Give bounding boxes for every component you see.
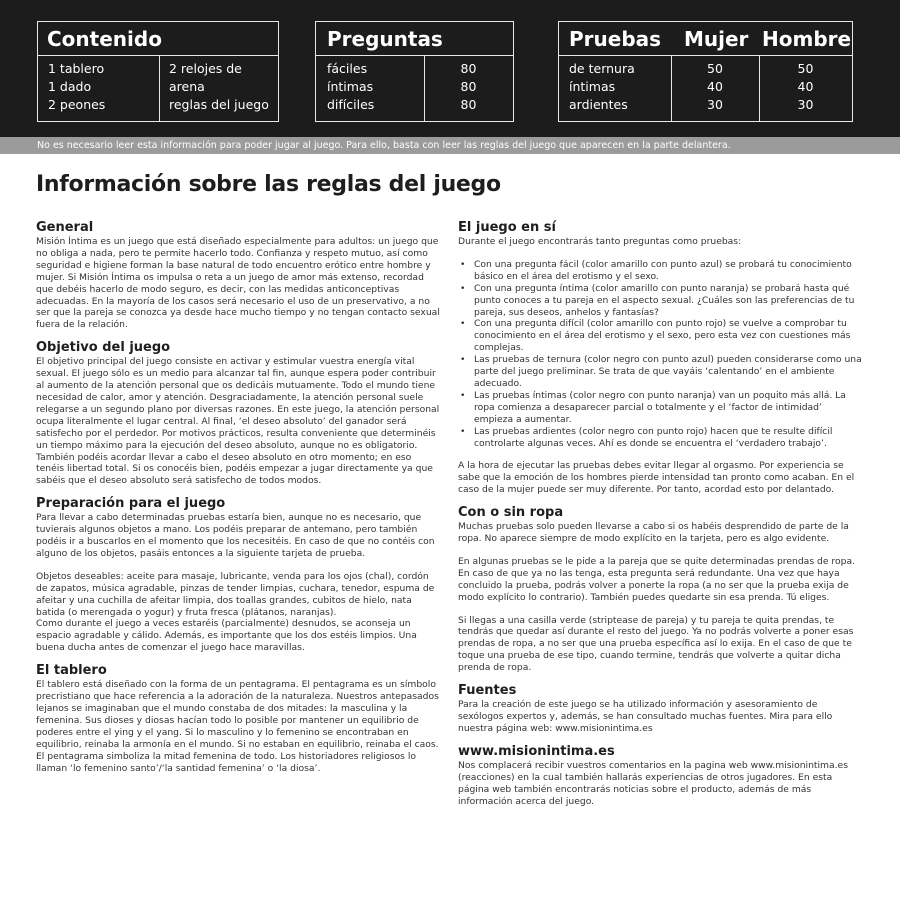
contenido-item: 2 relojes de arena	[169, 61, 242, 94]
prueba-mujer-value: 50	[707, 61, 723, 76]
pregunta-label: fáciles	[327, 61, 368, 76]
prueba-mujer-value: 30	[707, 97, 723, 112]
list-item: • Las pruebas de ternura (color negro con punto azul) pueden considerarse como una parte del juego preliminar. Se trata de que vayáis ‘calentando’ en el ambiente adecuado.	[458, 354, 863, 390]
preparacion-heading: Preparación para el juego	[36, 496, 226, 512]
contenido-right-list	[169, 56, 279, 121]
prueba-label: ardientes	[569, 97, 628, 112]
contenido-item: 1 dado	[48, 79, 92, 94]
list-item: • Con una pregunta difícil (color amarillo con punto rojo) se vuelve a comprobar tu conocimiento en el área del erotismo y el sexo, pero esta vez con cuestiones más complejas.	[458, 318, 863, 354]
website-heading: www.misionintima.es	[458, 743, 615, 759]
ropa-heading: Con o sin ropa	[458, 505, 564, 521]
general-heading: General	[36, 220, 94, 235]
contenido-item: 1 tablero	[48, 61, 105, 76]
juego-list	[458, 259, 863, 450]
pruebas-hombre	[759, 56, 852, 121]
contenido-item: reglas del juego	[169, 97, 269, 112]
contenido-title: Contenido	[38, 22, 278, 56]
notice-text: No es necesario leer esta información para poder jugar al juego. Para ello, basta con leer las reglas del juego que aparecen en la parte delantera.	[37, 140, 731, 151]
pruebas-title: Pruebas	[569, 27, 662, 51]
objetivo-text: El objetivo principal del juego consiste en activar y estimular vuestra energía vital sexual. El juego sólo es un medio para alcanzar tal fin, aunque espera poder contribuir al aumento de la atención personal que os dedicáis mutuamente. Todo el mundo tiene necesidad de calor, amor y atención. Desgraciadamente, la atención personal suele relegarse a un segundo plano por diversas razones. En este juego, la atención personal ocupa literalmente el lugar central. Al final, ‘el deseo absoluto’ del ganador será satisfecho por el perdedor. Por motivos prácticos, resulta conveniente que determinéis un tiempo máximo para la ejecución del deseo absoluto, aunque no es obligatorio. También podéis acordar llevar a cabo el deseo absoluto en otro momento; en eso tenéis libertad total. Si os conocéis bien, podéis empezar a jugar directamente ya que sabéis que el deseo absoluto será satisfecho de todos modos.	[36, 356, 440, 487]
juego-outro: A la hora de ejecutar las pruebas debes evitar llegar al orgasmo. Por experiencia se sabe que la emoción de los hombres pierde intensidad tan pronto como acaban. En el caso de la mujer puede ser muy diferente. Por tanto, acordad esto por delantado.	[458, 460, 855, 496]
pregunta-value: 80	[460, 79, 477, 94]
pruebas-box	[558, 21, 853, 122]
ropa-text-2: En algunas pruebas se le pide a la pareja que se quite determinadas prendas de ropa. En caso de que ya no las tenga, esta pregunta será redundante. Una vez que haya concluido la prueba, podrás volver a ponerte la ropa (a no ser que la prueba exija de modo explícito lo contrario). También puedes quedarte sin esa prenda. Tú eliges.	[458, 555, 856, 603]
divider	[159, 56, 160, 121]
col-hombre-header: Hombre	[762, 27, 852, 51]
pregunta-value: 80	[460, 97, 477, 112]
col-mujer-header: Mujer	[684, 27, 749, 51]
ropa-text-1: Muchas pruebas solo pueden llevarse a cabo si os habéis desprendido de parte de la ropa. No aparece siempre de modo explícito en la tarjeta, pero es algo evidente.	[458, 521, 849, 545]
right-column	[458, 220, 863, 807]
fuentes-text: Para la creación de este juego se ha utilizado información y asesoramiento de sexólogos expertos y, además, se han consultado muchas fuentes. Mira para ello nuestra página web: www.misionintima.es	[458, 699, 833, 734]
juego-intro: Durante el juego encontrarás tanto preguntas como pruebas:	[458, 236, 742, 247]
pruebas-mujer	[671, 56, 759, 121]
pregunta-value: 80	[460, 61, 477, 76]
preguntas-box	[315, 21, 514, 122]
contenido-item: 2 peones	[48, 97, 106, 112]
pregunta-label: difíciles	[327, 97, 375, 112]
prueba-label: de ternura	[569, 61, 635, 76]
page-title: Información sobre las reglas del juego	[36, 172, 501, 197]
ropa-text-3: Si llegas a una casilla verde (striptease de pareja) y tu pareja te quita prendas, te tendrás que quedar así durante el resto del juego. Ya no podrás volverte a poner esas prendas de ropa, a no ser que una prueba específica así lo exija. En el caso de que te toque una prueba de ese tipo, cuando termine, tendrás que volverte a quitar dicha prenda de ropa.	[458, 614, 854, 674]
juego-heading: El juego en sí	[458, 220, 556, 235]
contenido-left-list	[48, 56, 158, 121]
preguntas-title: Preguntas	[316, 22, 513, 56]
preguntas-labels	[327, 56, 422, 121]
pruebas-header	[559, 22, 852, 56]
left-column	[36, 220, 441, 774]
tablero-text: El tablero está diseñado con la forma de un pentagrama. El pentagrama es un símbolo precristiano que hace referencia a la adoración de la naturaleza. Nuestros antepasados lejanos se imaginaban que el mundo constaba de dos mitades: la masculina y la femenina. Sus dioses y diosas hacían todo lo posible por mantener un equilibrio de poderes entre el ying y el yang. Si lo masculino y lo femenino se encontraban en equilibrio, reinaba la armonía en el mundo. Si no estaban en equilibrio, reinaba el caos. El pentagrama simboliza la mitad femenina de todo. Los historiadores religiosos lo llaman ‘lo femenino santo’/‘la santidad femenina’ o ‘la diosa’.	[36, 679, 439, 774]
website-text: Nos complacerá recibir vuestros comentarios en la pagina web www.misionintima.es (reacciones) en la cual también hallarás experiencias de otros jugadores. En esta página web también encontrarás noticias sobre el producto, además de más información acerca del juego.	[458, 759, 848, 807]
header-band	[0, 0, 900, 137]
pregunta-label: íntimas	[327, 79, 374, 94]
preguntas-values	[424, 56, 513, 121]
preparacion-text-2: Objetos deseables: aceite para masaje, lubricante, venda para los ojos (chal), cordón de zapatos, música agradable, pinzas de tender limpias, cuchara, tenedor, espuma de afeitar y una cuchilla de afeitar limpia, dos toallas grandes, cubitos de hielo, nata batida (o merengada o yogur) y fruta fresca (plátanos, naranjas).	[36, 570, 435, 618]
tablero-heading: El tablero	[36, 663, 107, 679]
pruebas-labels	[569, 56, 669, 121]
prueba-hombre-value: 50	[797, 61, 814, 76]
preparacion-text-3: Como durante el juego a veces estaréis (parcialmente) desnudos, se aconseja un espacio agradable y cálido. Además, es importante que los dos estéis limpios. Una buena ducha antes de comenzar el juego hace maravillas.	[36, 618, 417, 654]
contenido-box	[37, 21, 279, 122]
prueba-hombre-value: 30	[797, 97, 814, 112]
prueba-hombre-value: 40	[797, 79, 814, 94]
prueba-mujer-value: 40	[707, 79, 723, 94]
list-item: • Con una pregunta íntima (color amarillo con punto naranja) se probará hasta qué punto conoces a tu pareja en el aspecto sexual. ¿Cuáles son las preferencias de tu pareja, sus deseos, anhelos y fantasías?	[458, 283, 863, 319]
general-text: Misión Íntima es un juego que está diseñado especialmente para adultos: un juego que no obliga a nada, pero te permite hacerlo todo. Confianza y respeto mutuo, así como seguridad e higiene forman la base natural de todo encuentro erótico entre hombre y mujer. Si Misión Íntima os impulsa o reta a un juego de amor más extenso, recordad que debéis hacerlo de modo seguro, es decir, con las medidas anticonceptivas adecuadas. En la mayoría de los casos será necesario el uso de un preservativo, a no ser que la pareja se conozca ya desde hace mucho tiempo y no tengan contacto sexual fuera de la relación.	[36, 236, 440, 331]
list-item: • Las pruebas íntimas (color negro con punto naranja) van un poquito más allá. La ropa comienza a desaparecer parcial o totalmente y el ‘factor de intimidad’ empieza a aumentar.	[458, 390, 863, 426]
preparacion-text-1: Para llevar a cabo determinadas pruebas estaría bien, aunque no es necesario, que tuvierais algunos objetos a mano. Los podéis preparar de antemano, pero también podéis ir a buscarlos en el momento que los necesitéis. En caso de que no contéis con alguno de los objetos, pasáis entonces a la siguiente tarjeta de prueba.	[36, 512, 435, 559]
notice-bar	[0, 137, 900, 154]
list-item: • Con una pregunta fácil (color amarillo con punto azul) se probará tu conocimiento básico en el área del erotismo y el sexo.	[458, 259, 863, 283]
objetivo-heading: Objetivo del juego	[36, 340, 171, 356]
list-item: • Las pruebas ardientes (color negro con punto rojo) hacen que te resulte difícil controlarte algunas veces. Ahí es donde se encuentra el ‘verdadero trabajo’.	[458, 426, 863, 450]
prueba-label: íntimas	[569, 79, 616, 94]
fuentes-heading: Fuentes	[458, 683, 517, 699]
